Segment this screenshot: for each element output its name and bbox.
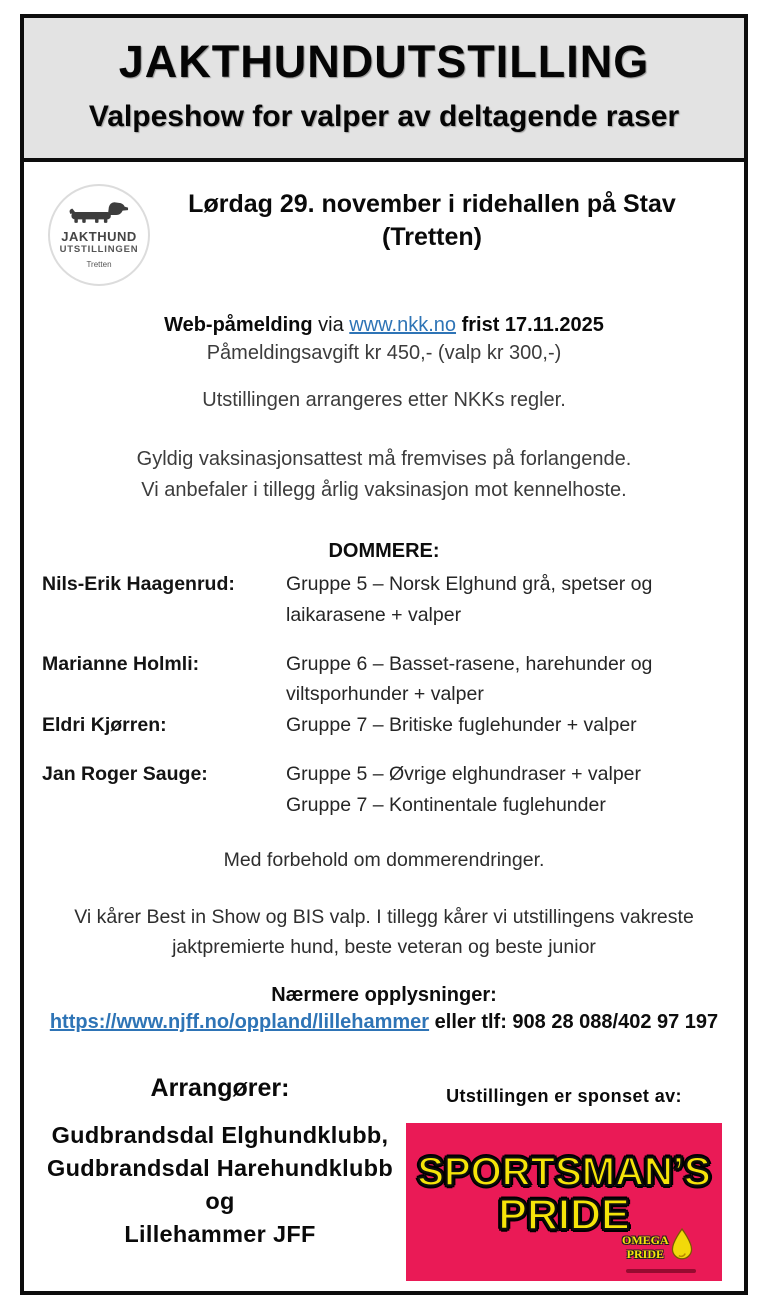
judges-heading: DOMMERE:: [328, 540, 440, 562]
awards-line1: Vi kårer Best in Show og BIS valp. I tillegg kårer vi utstillingens vakreste: [74, 905, 694, 928]
vaccination-line1: Gyldig vaksinasjonsattest må fremvises på forlangende.: [136, 448, 632, 470]
registration-rules: Utstillingen arrangeres etter NKKs regler.: [202, 389, 566, 411]
event-title: [150, 188, 714, 254]
judge-row: [24, 569, 744, 631]
sponsor-name-line1: SPORTSMAN’S: [417, 1149, 711, 1194]
footer-section: [24, 1064, 744, 1291]
registration-via: via: [312, 314, 350, 336]
judge-assignment-line: Gruppe 7 – Kontinentale fuglehunder: [286, 793, 606, 816]
event-section: [24, 162, 744, 286]
vaccination-section: [24, 444, 744, 506]
sponsor-name-line2: PRIDE: [498, 1191, 630, 1240]
registration-line: [24, 314, 744, 337]
omega-pride-mark: [622, 1228, 714, 1267]
judge-row: [24, 649, 744, 711]
registration-fee: Påmeldingsavgift kr 450,- (valp kr 300,-): [206, 342, 562, 364]
logo-place: Tretten: [86, 260, 112, 270]
omega-line1: OMEGA: [622, 1233, 669, 1248]
organizers-block: [44, 1064, 396, 1251]
dachshund-dog-icon: [67, 201, 131, 230]
judge-name: Marianne Holmli:: [42, 652, 200, 675]
poster-header: [24, 18, 744, 162]
judge-name: Eldri Kjørren:: [42, 714, 167, 737]
poster-title: JAKTHUNDUTSTILLING: [118, 36, 650, 87]
judge-assignments: [286, 649, 724, 711]
registration-section: [24, 314, 744, 412]
sponsor-block: [406, 1064, 722, 1281]
judge-assignment-line: Gruppe 7 – Britiske fuglehunder + valper: [286, 714, 637, 737]
judges-disclaimer: Med forbehold om dommerendringer.: [223, 848, 545, 871]
info-heading: Nærmere opplysninger:: [271, 984, 497, 1007]
poster-subtitle: Valpeshow for valper av deltagende raser: [88, 100, 680, 133]
judge-assignment-line: Gruppe 5 – Øvrige elghundraser + valper: [286, 762, 641, 785]
organizer-line: og: [205, 1187, 235, 1214]
organizers-heading: Arrangører:: [150, 1074, 290, 1103]
club-logo: [48, 184, 150, 286]
judge-name: Nils-Erik Haagenrud:: [42, 573, 235, 595]
organizer-line: Gudbrandsdal Elghundklubb,: [51, 1122, 389, 1149]
registration-deadline: frist 17.11.2025: [456, 314, 604, 336]
organizer-line: Lillehammer JFF: [124, 1220, 316, 1247]
nkk-link[interactable]: www.nkk.no: [349, 314, 457, 336]
njff-link[interactable]: https://www.njff.no/oppland/lillehammer: [49, 1011, 430, 1034]
info-phone: eller tlf: 908 28 088/402 97 197: [429, 1011, 719, 1034]
event-title-line1: Lørdag 29. november i ridehallen på Stav: [188, 190, 676, 218]
judge-assignment-line: Gruppe 5 – Norsk Elghund grå, spetser og: [286, 573, 653, 595]
droplet-icon: [669, 1228, 695, 1267]
judge-assignment-line: laikarasene + valper: [286, 603, 462, 626]
judge-assignments: [286, 759, 724, 821]
vaccination-line2: Vi anbefaler i tillegg årlig vaksinasjon mot kennelhoste.: [141, 479, 627, 501]
registration-intro: Web-påmelding: [164, 314, 313, 336]
poster: [20, 14, 748, 1295]
info-section: [24, 984, 744, 1034]
logo-text-line1: JAKTHUND: [61, 228, 137, 244]
judge-assignments: [286, 710, 724, 741]
judge-row: [24, 710, 744, 741]
omega-line2: PRIDE: [626, 1246, 664, 1261]
awards-section: [24, 902, 744, 962]
sponsor-label: Utstillingen er sponset av:: [446, 1086, 682, 1107]
info-contact-line: [24, 1011, 744, 1034]
organizer-line: Gudbrandsdal Harehundklubb: [47, 1154, 393, 1181]
judge-assignment-line: Gruppe 6 – Basset-rasene, harehunder og: [286, 652, 653, 675]
omega-pride-text: [622, 1234, 669, 1260]
event-title-line2: (Tretten): [382, 223, 482, 251]
omega-tagline-bar: [626, 1269, 696, 1273]
awards-line2: jaktpremierte hund, beste veteran og beste junior: [172, 935, 596, 958]
logo-text-line2: UTSTILLINGEN: [59, 243, 139, 255]
sportsmans-pride-logo: [406, 1123, 722, 1281]
judge-assignment-line: viltsporhunder + valper: [286, 683, 484, 706]
judge-name: Jan Roger Sauge:: [42, 762, 208, 785]
judge-assignments: [286, 569, 724, 631]
judge-row: [24, 759, 744, 821]
judges-section: [24, 540, 744, 872]
